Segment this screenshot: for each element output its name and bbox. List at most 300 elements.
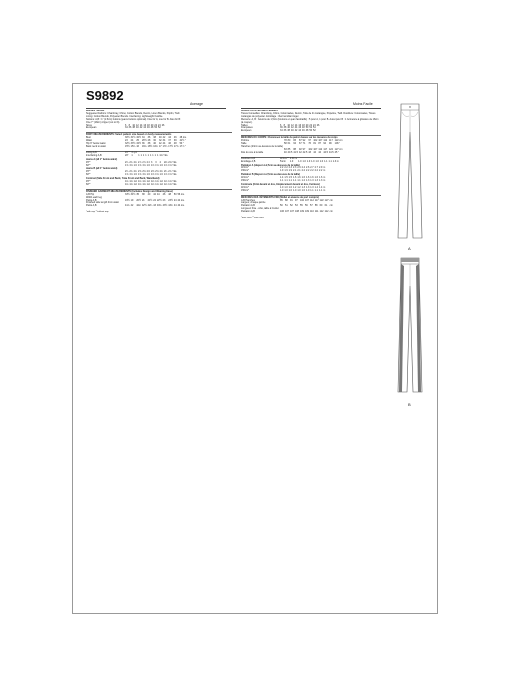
table-cell: 16¼: [141, 144, 147, 148]
table-cell: 76: [308, 142, 311, 146]
table-cell: 42: [291, 126, 294, 130]
table-cell: 44.5: [328, 150, 334, 154]
table-cell: 2⅝: [155, 170, 159, 174]
table-cell: 1.0: [301, 188, 305, 192]
fabrics-text-fr: Tissus Conseillés: Chambray, Chino, Cotonnades, Denim, Toile de lin mélangée, Popeline, Twill. Doublure: Cotonnades, Tissus mélangés de polyester. Entoilage : thermocollant léger.: [241, 111, 376, 118]
table-cell: 85: [287, 147, 291, 151]
table-row: [86, 184, 178, 187]
pattern-code: S9892: [86, 88, 124, 103]
table-cell: 42: [139, 126, 143, 130]
table-cell: 39: [173, 139, 177, 143]
table-cell: 87: [318, 142, 321, 146]
table-cell: 48: [150, 126, 154, 130]
table-cell: 110: [310, 210, 314, 214]
table-cell: 21½: [147, 198, 153, 202]
table-cell: 2.2: [284, 166, 288, 170]
table-cell: 38: [287, 129, 291, 133]
table-cell: 15½: [125, 144, 130, 148]
table-cell: 109: [300, 210, 304, 214]
table-cell: 42: [294, 129, 298, 133]
table-cell: 42½: [141, 204, 147, 208]
section-title-fr: JEANS POUR JEUNES FEMMES: [241, 110, 278, 112]
table-cell: 102: [313, 139, 318, 143]
table-cell: 30½: [125, 136, 130, 140]
table-cell: 44.5: [323, 150, 328, 154]
table-cell: 16¾: [153, 144, 158, 148]
table-cell: 1: [131, 153, 133, 157]
table-cell: 85: [280, 198, 283, 202]
row-label: Tailles: [241, 123, 248, 127]
table-cell: 40: [136, 126, 139, 130]
table-cell: 122 cm: [334, 139, 343, 143]
table-cell: 34½: [130, 192, 136, 196]
table-cell: 52: [309, 126, 313, 130]
table-cell: 2⅛ Yds.: [168, 160, 178, 164]
fabrics-text: Suggested Fabrics: Chambray, Chino, Cotton Blends, Denim, Linen Blends, Poplin, Twill.: [86, 111, 180, 115]
row-label: Back neck to waist: [86, 144, 106, 148]
row-label: Bust: [86, 136, 91, 140]
row-label: Width each leg: [86, 195, 102, 199]
table-cell: 1.1: [297, 179, 301, 183]
table-cell: 117: [328, 139, 333, 143]
table-cell: 2.2: [301, 169, 305, 173]
label-a: A: [408, 246, 411, 251]
table-cell: 26: [316, 123, 320, 127]
table-cell: 34: [280, 129, 283, 133]
contrast-title-fr: Contraste (Côté devant et dos, Empiècement devant et dos, Ceinture): [241, 182, 320, 186]
table-cell: 1.1: [324, 159, 328, 163]
table-cell: 44: [156, 192, 160, 196]
table-cell: 22: [153, 198, 156, 202]
footnote-fr: *avec sens **sans sens: [241, 217, 264, 220]
table-cell: 32: [158, 139, 162, 143]
table-cell: 42: [162, 136, 166, 140]
table-cell: 50: [305, 126, 309, 130]
table-cell: 42: [158, 142, 162, 146]
table-cell: 17½: [168, 144, 173, 148]
table-cell: 1.4: [318, 185, 323, 189]
table-cell: 19: [130, 198, 134, 202]
table-cell: 64: [293, 142, 296, 146]
table-cell: 36: [147, 136, 151, 140]
table-cell: 1.6: [301, 176, 305, 180]
row-label: European: [86, 126, 97, 130]
contrast-table-fr: [241, 187, 326, 193]
table-cell: 22: [154, 123, 158, 127]
body-measurements-title: BODY MEASUREMENTS: Select pattern size based on body measurements: [86, 132, 232, 137]
table-cell: 1⅛ Yds.: [168, 182, 178, 186]
table-cell: 10: [287, 123, 291, 127]
table-cell: 61: [287, 142, 291, 146]
table-cell: 1: [156, 153, 159, 157]
table-cell: 10: [132, 123, 136, 127]
table-cell: 112: [323, 139, 328, 143]
table-cell: 1.4: [280, 176, 284, 180]
table-cell: 1⅝: [155, 163, 159, 167]
table-cell: 43: [308, 150, 311, 154]
table-cell: 111: [314, 210, 319, 214]
table-cell: 24: [313, 123, 316, 127]
jeans-a-illustration: [395, 102, 425, 242]
table-cell: 109: [305, 210, 309, 214]
table-cell: 20½: [136, 198, 141, 202]
table-cell: 83: [284, 147, 287, 151]
table-cell: 1⅛: [155, 180, 159, 184]
table-cell: 40: [158, 136, 162, 140]
table-cell: 1.0: [288, 188, 292, 192]
table-cell: 2⅛: [163, 160, 168, 164]
table-cell: 92: [298, 147, 302, 151]
table-cell: 83: [293, 139, 296, 143]
pantalon-a-title: Pantalon A (Hayeon à 2,5cm au-dessous de la taille): [241, 163, 300, 167]
table-cell: m: [323, 179, 326, 183]
table-cell: 58: [284, 142, 287, 146]
table-cell: 107: [285, 210, 289, 214]
table-cell: 40: [153, 142, 156, 146]
table-row: [86, 205, 186, 208]
table-cell: 2⅝: [137, 170, 142, 174]
table-row: [241, 152, 343, 155]
row-label: A,B Hanches: [241, 198, 255, 202]
table-cell: 102: [300, 198, 304, 202]
table-cell: 1⅛: [142, 182, 146, 186]
table-cell: 34: [162, 139, 166, 143]
row-label: 115cm*: [241, 166, 249, 170]
row-label: Sizes: [86, 123, 92, 127]
table-cell: 20": [125, 153, 129, 157]
table-cell: 1.0: [284, 185, 288, 189]
table-cell: 2⅝: [142, 170, 146, 174]
table-cell: 36: [283, 129, 287, 133]
pattern-sheet: [72, 83, 438, 614]
table-cell: 1⅛: [129, 180, 133, 184]
table-cell: 1.2: [301, 179, 305, 183]
row-label: 60"*: [86, 173, 91, 177]
table-cell: 44: [173, 204, 177, 208]
table-cell: 1⅝: [142, 173, 146, 177]
table-cell: 1.0: [319, 159, 324, 163]
table-cell: 34: [125, 126, 128, 130]
table-cell: 1.9: [284, 169, 288, 173]
jeans-b-illustration: [395, 256, 425, 396]
table-cell: 35: [136, 192, 139, 196]
table-cell: 15¾: [130, 144, 136, 148]
table-cell: 17¼: [162, 144, 168, 148]
table-cell: 67: [298, 142, 302, 146]
row-label: Lining A,B: [86, 150, 97, 154]
table-cell: 117: [323, 147, 328, 151]
table-cell: 2.4: [297, 166, 301, 170]
table-cell: 1.0: [306, 159, 311, 163]
french-column: [241, 110, 381, 220]
table-cell: 1.0: [302, 159, 306, 163]
table-cell: 1⅛: [159, 182, 163, 186]
table-cell: 2.2: [305, 169, 310, 173]
table-cell: 43½: [162, 204, 168, 208]
table-cell: [317, 130, 321, 133]
row-label: Waist: [86, 139, 92, 143]
table-cell: 2¾: [129, 160, 133, 164]
table-cell: 88: [293, 147, 296, 151]
table-cell: [161, 123, 166, 130]
table-cell: 1⅛: [125, 180, 129, 184]
table-cell: 78: [284, 139, 287, 143]
table-cell: 1⅝: [129, 173, 133, 177]
table-cell: 61: [324, 204, 328, 208]
table-cell: 1.2: [297, 185, 301, 189]
table-cell: 117: [314, 198, 319, 202]
table-cell: 45 ": [334, 150, 339, 154]
table-cell: 1.0: [292, 188, 297, 192]
table-cell: 1.0: [280, 188, 284, 192]
table-cell: 1.5: [284, 176, 288, 180]
table-cell: 1.9: [280, 169, 284, 173]
table-cell: 40: [147, 192, 151, 196]
row-label: Poitrine: [241, 139, 250, 143]
table-cell: 1⅝: [155, 173, 159, 177]
table-cell: m: [323, 176, 326, 180]
table-cell: 17: [158, 144, 162, 148]
table-cell: 0.30 m: [289, 156, 298, 160]
table-cell: 122: [328, 147, 333, 151]
table-cell: 16: [298, 123, 302, 127]
lining-table: [86, 151, 169, 158]
table-cell: 40: [284, 150, 287, 154]
table-cell: 38: [147, 142, 151, 146]
table-cell: 94: [323, 142, 326, 146]
table-cell: 1.6: [305, 176, 310, 180]
table-cell: 51: [285, 204, 288, 208]
table-cell: 1.1: [288, 179, 292, 183]
row-label: Pantalon A,B: [241, 210, 255, 214]
table-cell: 1.1: [284, 179, 288, 183]
table-cell: 23½: [168, 198, 173, 202]
table-cell: 1.1: [328, 159, 332, 163]
table-cell: cm: [329, 198, 333, 202]
table-cell: 48: [173, 142, 177, 146]
table-cell: 106: [280, 210, 284, 214]
table-cell: 2⅝: [150, 170, 155, 174]
table-cell: 28: [147, 139, 151, 143]
table-cell: 1.0: [288, 185, 292, 189]
row-label: Dos du cou à la taille: [241, 150, 264, 154]
table-cell: 1⅛: [129, 182, 133, 186]
table-cell: 102: [308, 147, 313, 151]
row-label: 115cm*: [241, 185, 249, 189]
table-cell: 106 ": [334, 142, 341, 146]
table-cell: 20: [305, 123, 309, 127]
row-label: Françaises: [241, 126, 253, 130]
table-cell: 1.3: [314, 179, 318, 183]
table-cell: ⅜ yd.: [131, 150, 138, 154]
table-cell: 6: [125, 123, 127, 127]
table-cell: 2⅞: [142, 160, 146, 164]
table-cell: 26: [161, 123, 165, 127]
table-cell: 44: [162, 142, 166, 146]
table-cell: 1: [138, 153, 140, 157]
table-cell: 44: [298, 129, 302, 133]
table-cell: 1⅝: [125, 173, 129, 177]
body-measurements-table-fr: [241, 140, 343, 155]
row-label: Pantalon A,B: [241, 204, 255, 208]
table-cell: 42: [153, 192, 156, 196]
table-cell: 1⅝ Yds.: [168, 163, 178, 167]
body-measurements-title-fr: MESURES DU CORPS: Choisissez la taille du patron basée sur les mesures du corps: [241, 135, 381, 140]
table-cell: 37: [168, 139, 171, 143]
table-cell: 1: [142, 153, 145, 157]
table-cell: 43: [153, 204, 156, 208]
table-cell: 112: [324, 210, 329, 214]
table-cell: 8: [128, 123, 131, 127]
table-cell: 56 ins.: [177, 192, 185, 196]
finished-measurements-table: [86, 194, 186, 209]
table-cell: 16: [136, 144, 139, 148]
table-cell: 2: [159, 160, 161, 164]
table-cell: 41.5: [293, 150, 298, 154]
table-cell: 16: [143, 123, 147, 127]
table-cell: 1⅝: [125, 163, 129, 167]
table-cell: 1.2: [292, 185, 297, 189]
table-cell: 52: [290, 204, 293, 208]
table-cell: 1⅛: [146, 182, 150, 186]
table-cell: 1⅛: [142, 180, 146, 184]
table-cell: 42: [130, 204, 134, 208]
table-cell: 1.6: [297, 176, 301, 180]
table-cell: 36: [141, 142, 145, 146]
table-cell: 107: [305, 198, 309, 202]
table-cell: 1⅝ Yds.: [168, 173, 178, 177]
table-cell: 1.9: [288, 169, 292, 173]
table-cell: 2.2: [318, 169, 323, 173]
table-cell: 1⅝: [163, 163, 168, 167]
table-cell: 2¾ Yds.: [168, 170, 178, 174]
table-cell: 1⅛: [125, 182, 129, 186]
row-label: 45"*: [86, 180, 91, 184]
table-cell: 1⅛: [150, 182, 155, 186]
table-cell: 44: [168, 136, 171, 140]
table-cell: 1⅛ Yds.: [159, 153, 169, 157]
table-cell: 1⅛: [150, 180, 155, 184]
table-cell: 2.7: [310, 166, 314, 170]
row-label: Pants A,B: [86, 198, 97, 202]
table-cell: 1.4: [314, 185, 318, 189]
table-cell: 97: [308, 139, 311, 143]
table-cell: 24: [158, 123, 161, 127]
table-cell: 1.0: [297, 188, 301, 192]
table-cell: 112: [319, 210, 324, 214]
table-cell: 32½: [136, 136, 141, 140]
table-cell: 1.3: [310, 179, 314, 183]
table-cell: cm: [329, 204, 333, 208]
lining-table-fr: [241, 157, 340, 164]
row-label: 115cm*: [241, 176, 249, 180]
table-cell: 42¾: [147, 204, 153, 208]
table-row: [241, 130, 320, 133]
table-cell: 1⅝: [133, 173, 137, 177]
table-cell: 2.2: [314, 169, 318, 173]
table-cell: 48: [168, 192, 171, 196]
table-cell: 1⅛: [133, 182, 137, 186]
table-cell: 2.2: [310, 169, 314, 173]
table-cell: 1: [154, 153, 156, 157]
table-cell: 45"**: [125, 150, 131, 154]
notions-text-fr: Mercerie: A, B : boutons de 1,5cm (boutons en jean facultatifs) : 5 pour A, 1 pour B. Aussi pour B : 1 fermeture à glissière de 18cm (à couper).: [241, 117, 379, 124]
table-cell: 14: [294, 123, 298, 127]
table-cell: 44 ins.: [177, 204, 185, 208]
table-row: [86, 146, 188, 149]
jeans-b-title: Jeans B (all 1" below waist): [86, 167, 118, 171]
table-cell: 55: [300, 204, 303, 208]
row-label: 45"*: [86, 160, 91, 164]
table-cell: 1.1: [318, 188, 323, 192]
table-cell: 1⅛: [163, 182, 168, 186]
footnote: *with nap **without nap: [86, 211, 109, 214]
table-cell: 41¾: [125, 204, 130, 208]
table-cell: 88: [285, 198, 288, 202]
table-cell: 14: [139, 123, 143, 127]
table-cell: 1.0: [311, 159, 315, 163]
table-cell: 40: [287, 126, 291, 130]
table-cell: 24: [130, 139, 134, 143]
row-label: 150cm*: [241, 179, 250, 183]
row-label: 150cm*: [241, 188, 250, 192]
table-cell: 92: [302, 139, 306, 143]
table-cell: 112: [310, 198, 314, 202]
table-cell: cm: [329, 210, 333, 214]
table-cell: 21: [141, 198, 145, 202]
table-cell: 17¾: [173, 144, 179, 148]
row-label: Hip 9" below waist: [86, 142, 106, 146]
table-cell: 33½: [125, 192, 130, 196]
table-cell: 1.0: [305, 188, 310, 192]
section-title: MISSES' JEANS: [86, 110, 105, 112]
table-cell: 25: [136, 139, 139, 143]
table-cell: 50: [154, 126, 158, 130]
table-cell: 1.3: [310, 185, 314, 189]
table-cell: 81: [313, 142, 316, 146]
table-cell: 1.3: [318, 179, 323, 183]
table-cell: m: [323, 188, 326, 192]
table-cell: 31½: [130, 136, 136, 140]
table-cell: 44: [294, 126, 298, 130]
table-cell: 34½: [136, 142, 141, 146]
table-cell: 23: [162, 198, 166, 202]
row-label: Largeur, chaque jambe: [241, 201, 266, 205]
table-cell: 2.6: [305, 166, 310, 170]
table-cell: 2.2: [280, 166, 284, 170]
table-cell: 2.1: [297, 169, 301, 173]
table-cell: 1⅛: [163, 180, 168, 184]
table-cell: 2.3: [292, 166, 297, 170]
row-label: Européen: [241, 129, 252, 133]
table-cell: 34: [141, 136, 145, 140]
table-cell: 2.1: [292, 169, 297, 173]
table-cell: 1.3: [305, 179, 310, 183]
table-cell: 2.4: [301, 166, 305, 170]
table-cell: 23: [125, 139, 128, 143]
table-cell: 1⅝: [129, 163, 133, 167]
table-cell: 127 cm: [334, 147, 343, 151]
notions-text-2: One 7" (18cm) zipper (cut to fit).: [86, 120, 120, 124]
table-cell: 1⅝: [163, 173, 168, 177]
row-label: Entoilage A,B: [241, 159, 256, 163]
table-cell: 22½: [156, 198, 162, 202]
lining-text: Lining: Cotton Blends, Polyester Blends. Interfacing: Lightweight Fusible.: [86, 114, 163, 118]
table-cell: 1⅛: [133, 180, 137, 184]
table-row: [241, 190, 326, 193]
table-cell: 1.0: [289, 159, 294, 163]
row-label: 45"*: [86, 170, 91, 174]
